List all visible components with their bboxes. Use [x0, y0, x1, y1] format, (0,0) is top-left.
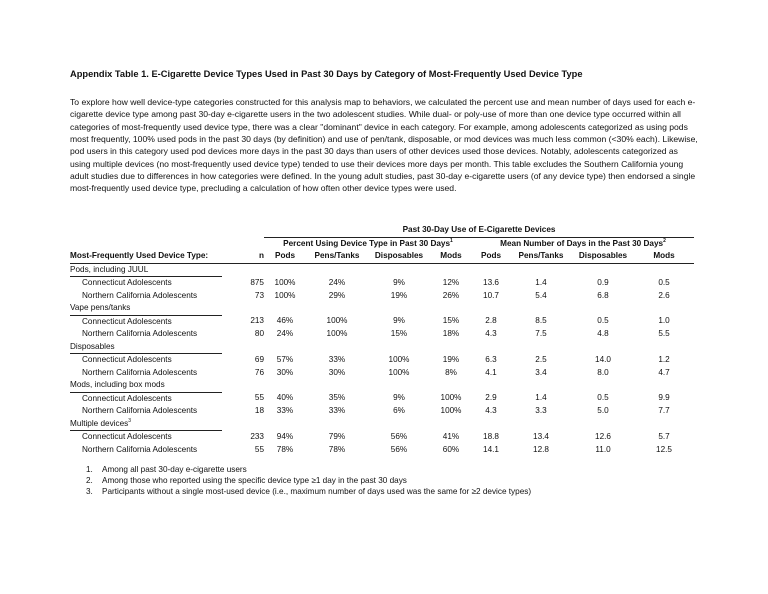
percent-cell: 100% [326, 329, 348, 338]
mean-days-cell: 0.5 [597, 316, 609, 326]
sample-size: 213 [250, 316, 264, 326]
footnote: 2. Among those who reported using the specific device type ≥1 day in the past 30 days [86, 476, 407, 486]
mean-days-cell: 4.8 [597, 329, 609, 338]
table-row [70, 367, 694, 380]
col-pct-pens: Pens/Tanks [306, 250, 368, 263]
percent-header: Percent Using Device Type in Past 30 Days$^1$ [283, 237, 453, 248]
n-header: n [222, 250, 264, 263]
percent-cell: 19% [442, 354, 460, 364]
mean-days-cell: 2.5 [535, 354, 547, 364]
percent-cell: 15% [442, 316, 460, 326]
population-name: Connecticut Adolescents [82, 393, 172, 403]
table-row [70, 392, 694, 405]
population-name: Northern California Adolescents [82, 367, 198, 377]
percent-cell: 9% [393, 393, 405, 403]
mean-days-cell: 14.1 [483, 444, 499, 454]
percent-cell: 41% [442, 431, 460, 441]
mean-days-cell: 4.3 [485, 329, 497, 338]
mean-days-cell: 6.3 [485, 354, 497, 364]
group-row [70, 418, 694, 431]
percent-cell: 8% [445, 367, 457, 377]
sample-size: 73 [254, 290, 264, 300]
percent-cell: 24% [328, 277, 346, 287]
group-label: Pods, including JUUL [70, 263, 222, 277]
mean-days-cell: 5.0 [597, 406, 609, 415]
percent-cell: 78% [276, 444, 294, 454]
group-label: Mods, including box mods [70, 379, 222, 392]
mean-days-cell: 14.0 [595, 354, 611, 364]
percent-cell: 100% [388, 354, 410, 364]
percent-cell: 18% [442, 329, 460, 338]
population-name: Northern California Adolescents [82, 444, 198, 454]
percent-cell: 33% [276, 406, 294, 415]
group-row [70, 263, 694, 277]
device-use-table [70, 224, 694, 456]
sample-size: 76 [254, 367, 264, 377]
sample-size: 18 [254, 406, 264, 415]
mean-days-cell: 2.6 [658, 290, 670, 300]
table-row [70, 405, 694, 418]
population-name: Connecticut Adolescents [82, 278, 172, 287]
percent-cell: 19% [390, 290, 408, 300]
mean-days-cell: 13.4 [533, 431, 549, 441]
mean-days-cell: 4.1 [485, 367, 497, 377]
percent-cell: 6% [393, 406, 405, 415]
percent-cell: 100% [274, 290, 296, 300]
group-label: Vape pens/tanks [70, 302, 222, 315]
mean-days-cell: 5.5 [658, 329, 670, 338]
mean-days-cell: 0.5 [658, 277, 670, 287]
percent-cell: 9% [393, 316, 405, 326]
col-days-mods: Mods [634, 250, 694, 263]
mean-days-header: Mean Number of Days in the Past 30 Days$^2$ [500, 237, 666, 248]
population-name: Northern California Adolescents [82, 290, 198, 300]
mean-days-cell: 6.8 [597, 290, 609, 300]
column-header-row [70, 250, 694, 263]
population-name: Northern California Adolescents [82, 406, 198, 415]
percent-cell: 78% [328, 444, 346, 454]
percent-cell: 35% [328, 393, 346, 403]
percent-cell: 30% [328, 367, 346, 377]
mean-days-cell: 18.8 [483, 431, 499, 441]
percent-cell: 33% [328, 354, 346, 364]
mean-days-cell: 7.5 [535, 329, 547, 338]
percent-cell: 100% [274, 277, 296, 287]
group-row [70, 341, 694, 354]
super-header: Past 30-Day Use of E-Cigarette Devices [264, 224, 694, 237]
percent-cell: 12% [442, 277, 460, 287]
group-row [70, 379, 694, 392]
col-pct-mods: Mods [430, 250, 472, 263]
mean-days-cell: 5.7 [658, 431, 670, 441]
percent-cell: 94% [276, 431, 294, 441]
percent-cell: 57% [276, 354, 294, 364]
mean-days-cell: 5.4 [535, 290, 547, 300]
mean-days-cell: 3.4 [535, 367, 547, 377]
mean-days-cell: 11.0 [595, 444, 611, 454]
percent-cell: 46% [276, 316, 294, 326]
percent-cell: 24% [276, 329, 294, 338]
percent-cell: 100% [440, 393, 462, 403]
row-header: Most-Frequently Used Device Type: [70, 250, 222, 263]
mean-days-cell: 13.6 [483, 277, 499, 287]
percent-cell: 40% [276, 393, 294, 403]
population-name: Connecticut Adolescents [82, 432, 172, 441]
table-title: Appendix Table 1. E-Cigarette Device Types Used in Past 30 Days by Category of Most-Frequently Used Device Type [70, 69, 583, 79]
percent-cell: 100% [440, 406, 462, 415]
percent-cell: 30% [276, 367, 294, 377]
percent-cell: 15% [390, 329, 408, 338]
mean-days-cell: 3.3 [535, 406, 547, 415]
mean-days-cell: 12.8 [533, 444, 549, 454]
percent-cell: 79% [328, 431, 346, 441]
group-label: Multiple devices$^3$ [70, 418, 222, 431]
mean-days-cell: 1.2 [658, 354, 670, 364]
population-name: Connecticut Adolescents [82, 316, 172, 326]
percent-cell: 60% [442, 444, 460, 454]
super-header-row [70, 224, 694, 237]
sample-size: 55 [254, 444, 264, 454]
mean-days-cell: 2.9 [485, 393, 497, 403]
footnote: 1. Among all past 30-day e-cigarette users [86, 465, 247, 474]
mean-days-cell: 8.5 [535, 316, 547, 326]
col-days-disposables: Disposables [572, 250, 634, 263]
mean-days-cell: 10.7 [483, 290, 499, 300]
percent-cell: 26% [442, 290, 460, 300]
percent-cell: 56% [390, 431, 408, 441]
intro-paragraph [70, 96, 700, 195]
table-row [70, 277, 694, 290]
col-pct-disposables: Disposables [368, 250, 430, 263]
table-body [70, 263, 694, 456]
mean-days-cell: 4.3 [485, 406, 497, 415]
mean-days-cell: 1.4 [535, 277, 547, 287]
population-name: Connecticut Adolescents [82, 355, 172, 364]
mean-days-cell: 4.7 [658, 367, 670, 377]
table-row [70, 290, 694, 303]
population-name: Northern California Adolescents [82, 329, 198, 338]
sample-size: 875 [250, 277, 264, 287]
sample-size: 233 [250, 431, 264, 441]
table-row [70, 354, 694, 367]
mean-days-cell: 8.0 [597, 367, 609, 377]
col-days-pens: Pens/Tanks [510, 250, 572, 263]
sample-size: 80 [254, 329, 264, 338]
table-row [70, 431, 694, 444]
mean-days-cell: 0.9 [597, 277, 609, 287]
footnotes [86, 464, 531, 498]
mean-days-cell: 0.5 [597, 393, 609, 403]
mean-days-cell: 12.6 [595, 431, 611, 441]
percent-cell: 100% [326, 316, 348, 326]
mean-days-cell: 9.9 [658, 393, 670, 403]
sample-size: 69 [254, 354, 264, 364]
table-row [70, 315, 694, 328]
col-days-pods: Pods [472, 250, 510, 263]
percent-cell: 29% [328, 290, 346, 300]
mean-days-cell: 2.8 [485, 316, 497, 326]
intro-text: To explore how well device-type categories constructed for this analysis map to behaviors, we calculated the percent use and mean number of days used for each e-cigarette device type among past 30-day e-cigarette users in the two adolescent studies. While dual- or poly-use of more than one device type occurred within all categories of most-frequently used device type, there was a clear "dominant" device in each category. For example, among adolescents categorized as using pods most frequently, 100% used pods in the past 30 days (by definition) and use of pen/tank, disposable, or mod devices was much less common (<30% each). Likewise, pod users in this category used pod devices more days in the past 30 days than users of other devices used those devices. Notably, adolescents categorized as using multiple devices (no most-frequently used device type) tended to use their devices more days per month. This table excludes the Southern California young adult studies due to differences in how categories were defined. In the young adult studies, past 30-day e-cigarette users (of any device type) then endorsed a single most-frequently used device type, precluding a calculation of how often other device types were used. [70, 97, 698, 194]
mean-days-cell: 7.7 [658, 406, 670, 415]
col-pct-pods: Pods [264, 250, 306, 263]
group-label: Disposables [70, 341, 222, 354]
footnote: 3. Participants without a single most-used device (i.e., maximum number of days used was the same for ≥2 device types) [86, 487, 532, 497]
mean-days-cell: 1.0 [658, 316, 670, 326]
table-row [70, 328, 694, 341]
percent-cell: 33% [328, 406, 346, 415]
percent-cell: 56% [390, 444, 408, 454]
sample-size: 55 [254, 393, 264, 403]
mean-days-cell: 1.4 [535, 393, 547, 403]
group-header-row [70, 237, 694, 250]
mean-days-cell: 12.5 [656, 444, 672, 454]
percent-cell: 9% [393, 277, 405, 287]
group-row [70, 302, 694, 315]
table-row [70, 444, 694, 457]
percent-cell: 100% [388, 367, 410, 377]
